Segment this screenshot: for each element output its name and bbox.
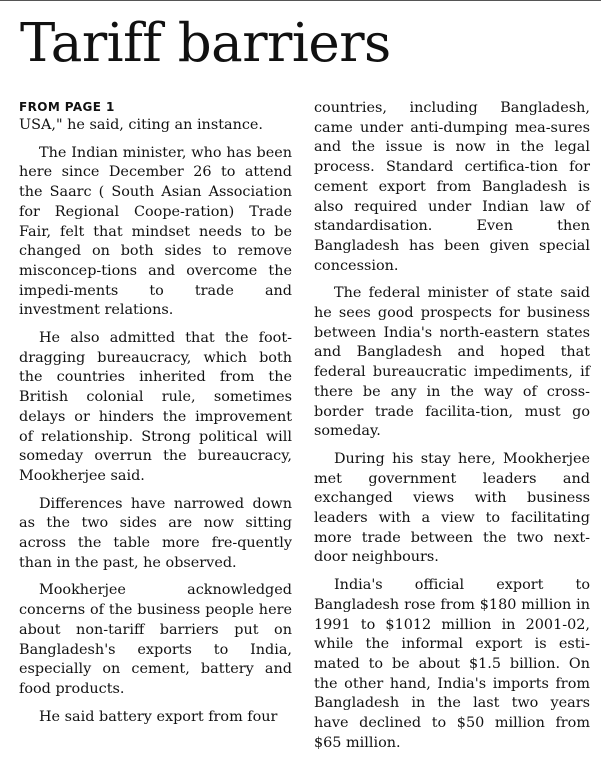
paragraph: The federal minister of state said he sees good prospects for business between India's north-eastern states and Bangladesh and hoped that federal bureaucratic impediments, if there be any in the way of cross-border trade facilita-tion, must go someday. — [314, 285, 590, 440]
paragraph: During his stay here, Mookherjee met government leaders and exchanged views with business leaders with a view to facilitating more trade between the two next-door neighbours. — [314, 450, 590, 566]
paragraph: India's official export to Bangladesh rose from $180 million in 1991 to $1012 million in 2001-02, while the informal export is esti-mated to be about $1.5 billion. On the other hand, India's imports from Bangladesh in the last two years have declined to $50 million from $65 million. — [314, 577, 590, 751]
paragraph: USA," he said, citing an instance. — [19, 117, 263, 133]
top-rule — [0, 0, 601, 1]
paragraph: countries, including Bangladesh, came under anti-dumping mea-sures and the issue is now in the legal process. Standard certifica-tion for cement export from Bangladesh is also required under Indian law of standardisation. Even then Bangladesh has been given special concession. — [314, 100, 590, 274]
kicker: FROM PAGE 1 — [19, 100, 115, 114]
paragraph: Differences have narrowed down as the two sides are now sitting across the table more fre-quently than in the past, he observed. — [19, 495, 292, 571]
paragraph: Mookherjee acknowledged concerns of the business people here about non-tariff barriers put on Bangladesh's exports to India, especially on cement, battery and food products. — [19, 582, 292, 697]
left-column — [19, 99, 292, 735]
paragraph: He also admitted that the foot-dragging bureaucracy, which both the countries inherited from the British colonial rule, sometimes delays or hinders the improvement of relationship. Strong political will someday overrun the bureaucracy, Mookherjee said. — [19, 330, 292, 484]
headline: Tariff barriers — [20, 13, 391, 74]
paragraph: He said battery export from four — [39, 708, 278, 725]
right-column — [314, 99, 590, 762]
paragraph: The Indian minister, who has been here since December 26 to attend the Saarc ( South Asian Association for Regional Coope-ration) Trade Fair, felt that mindset needs to be changed on both sides to remove misconcep-tions and overcome the impedi-ments to trade and investment relations. — [19, 144, 292, 319]
